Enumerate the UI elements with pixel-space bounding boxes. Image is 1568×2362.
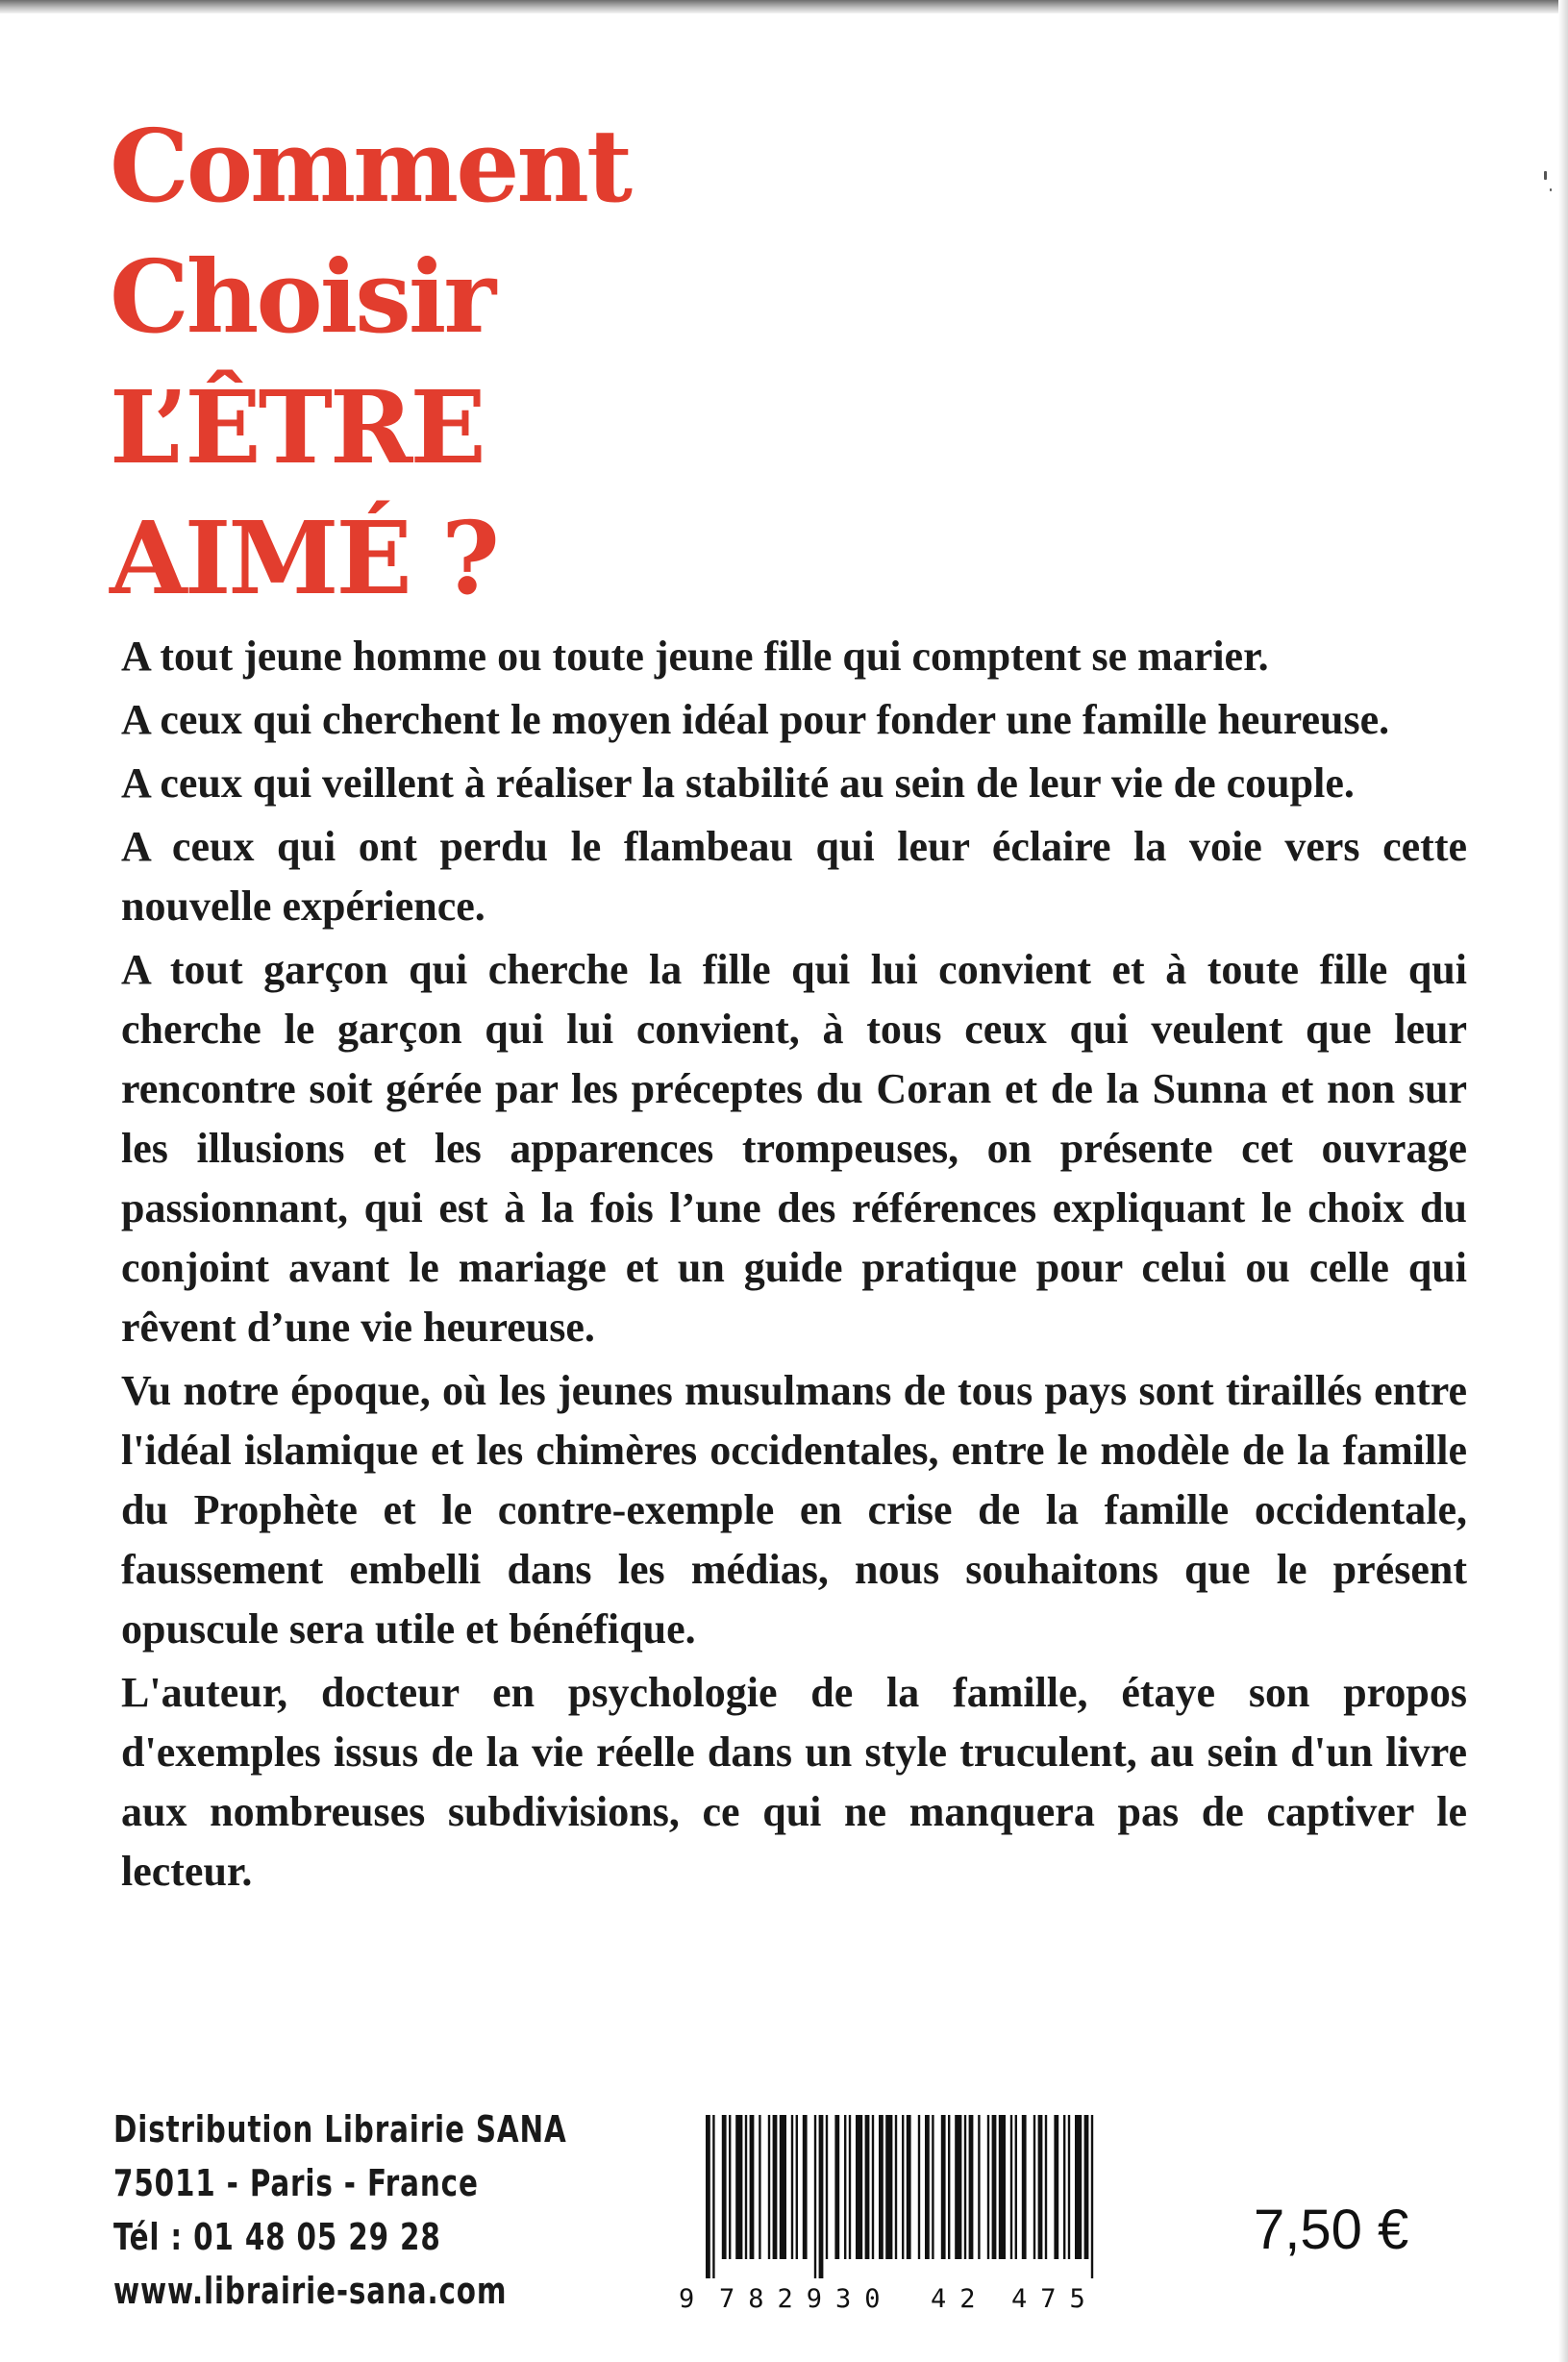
barcode-bar	[819, 2115, 824, 2278]
barcode-bar	[978, 2115, 980, 2259]
barcode-bar	[814, 2115, 816, 2278]
barcode-bar	[907, 2115, 911, 2259]
blurb-paragraph-7: L'auteur, docteur en psychologie de la famille, étaye son propos d'exemples issus de la vie réelle dans un style truculent, au sein d'un livre aux nombreuses subdivisions, ce qui ne manquera pas de captiver le lecteur.	[121, 1669, 1467, 1895]
title-line-1: Comment	[110, 107, 631, 225]
barcode-bar	[895, 2115, 897, 2259]
barcode-bar	[1084, 2115, 1089, 2259]
barcode-bar	[1010, 2115, 1012, 2259]
blurb-paragraph-4: A ceux qui ont perdu le flambeau qui leur éclaire la voie vers cette nouvelle expérience.	[121, 823, 1467, 930]
barcode-bar	[722, 2115, 727, 2259]
barcode-bar	[1015, 2115, 1017, 2259]
barcode-bar	[941, 2115, 946, 2259]
barcode-bar	[735, 2115, 742, 2259]
dust-speck	[1544, 171, 1547, 180]
barcode-bar	[932, 2115, 933, 2259]
blurb-paragraph-2: A ceux qui cherchent le moyen idéal pour fonder une famille heureuse.	[121, 696, 1390, 743]
publisher-website: www.librairie-sana.com	[113, 2270, 508, 2312]
barcode-bar	[987, 2115, 989, 2259]
barcode-bar	[856, 2115, 862, 2259]
barcode-bar	[780, 2115, 786, 2259]
blurb	[121, 627, 1467, 1905]
page-right-edge	[1558, 0, 1568, 2362]
barcode-bar	[879, 2115, 884, 2259]
barcode-bar	[992, 2115, 997, 2259]
barcode-bar	[759, 2115, 760, 2259]
barcode-bar	[768, 2115, 770, 2259]
barcode-bar	[969, 2115, 974, 2259]
blurb-paragraph-1: A tout jeune homme ou toute jeune fille qui comptent se marier.	[121, 633, 1269, 680]
blurb-paragraph-5: A tout garçon qui cherche la fille qui lui convient et à toute fille qui cherche le garçon qui lui convient, à tous ceux qui veulent que leur rencontre soit gérée par les préceptes du Coran et de la Sunna et non sur les illusions et les apparences trompeuses, on présente cet ouvrage passionnant, qui est à la fois l’une des références expliquant le choix du conjoint avant le mariage et un guide pratique pour celui ou celle qui rêvent d’une vie heureuse.	[121, 946, 1467, 1351]
barcode-bar	[803, 2115, 808, 2259]
barcode-bar	[750, 2115, 755, 2259]
title-line-2: Choisir	[110, 237, 494, 356]
barcode-bar	[1038, 2115, 1043, 2259]
blurb-paragraph-3: A ceux qui veillent à réaliser la stabilité au sein de leur vie de couple.	[121, 759, 1355, 807]
barcode-bar	[849, 2115, 851, 2259]
barcode-bar	[1022, 2115, 1027, 2259]
barcode-bar	[885, 2115, 892, 2259]
barcode-bars	[704, 2115, 1098, 2278]
barcode-bar	[791, 2115, 793, 2259]
barcode-bar	[745, 2115, 747, 2259]
barcode-bar	[964, 2115, 966, 2259]
dust-speck	[1550, 188, 1552, 191]
barcode-bar	[844, 2115, 846, 2259]
price-label: 7,50 €	[1254, 2199, 1409, 2261]
barcode-bar	[918, 2115, 920, 2259]
barcode-digit-group-3: 475	[1011, 2284, 1099, 2314]
barcode-bar	[865, 2115, 870, 2259]
barcode-bar	[1091, 2115, 1093, 2278]
barcode-bar	[999, 2115, 1006, 2259]
book-title	[110, 101, 630, 624]
barcode-bar	[948, 2115, 950, 2259]
barcode-bar	[826, 2115, 828, 2259]
title-line-4: AIMÉ ?	[110, 499, 497, 617]
publisher-name: Distribution Librairie SANA	[113, 2108, 567, 2151]
barcode-bar	[729, 2115, 731, 2259]
title-line-3: L’ÊTRE	[110, 368, 484, 486]
barcode-bar	[1045, 2115, 1047, 2259]
barcode-digit-prefix: 9	[679, 2284, 695, 2314]
barcode-bar	[1033, 2115, 1035, 2259]
barcode-bar	[925, 2115, 930, 2259]
barcode-bar	[796, 2115, 798, 2259]
barcode-digit-group-2: 42	[931, 2284, 989, 2314]
barcode-bar	[872, 2115, 874, 2259]
barcode-bar	[1075, 2115, 1082, 2259]
blurb-paragraph-6: Vu notre époque, où les jeunes musulmans de tous pays sont tiraillés entre l'idéal islamique et les chimères occidentales, entre le modèle de la famille du Prophète et le contre-exemple en crise de la famille occidentale, faussement embelli dans les médias, nous souhaitons que le présent opuscule sera utile et bénéfique.	[121, 1367, 1467, 1653]
barcode-bar	[955, 2115, 961, 2259]
barcode-bar	[1054, 2115, 1058, 2259]
barcode-bar	[1068, 2115, 1070, 2259]
publisher-phone: Tél : 01 48 05 29 28	[113, 2216, 441, 2258]
publisher-address: 75011 - Paris - France	[113, 2162, 479, 2204]
barcode-bar	[712, 2115, 714, 2278]
publisher-info	[113, 2102, 567, 2318]
page-top-edge	[0, 0, 1568, 13]
barcode-bar	[1063, 2115, 1065, 2259]
barcode-bar	[706, 2115, 710, 2278]
barcode-bar	[902, 2115, 904, 2259]
barcode-bar	[773, 2115, 778, 2259]
barcode-bar	[834, 2115, 839, 2259]
barcode-digit-group-1: 782930	[719, 2284, 894, 2314]
